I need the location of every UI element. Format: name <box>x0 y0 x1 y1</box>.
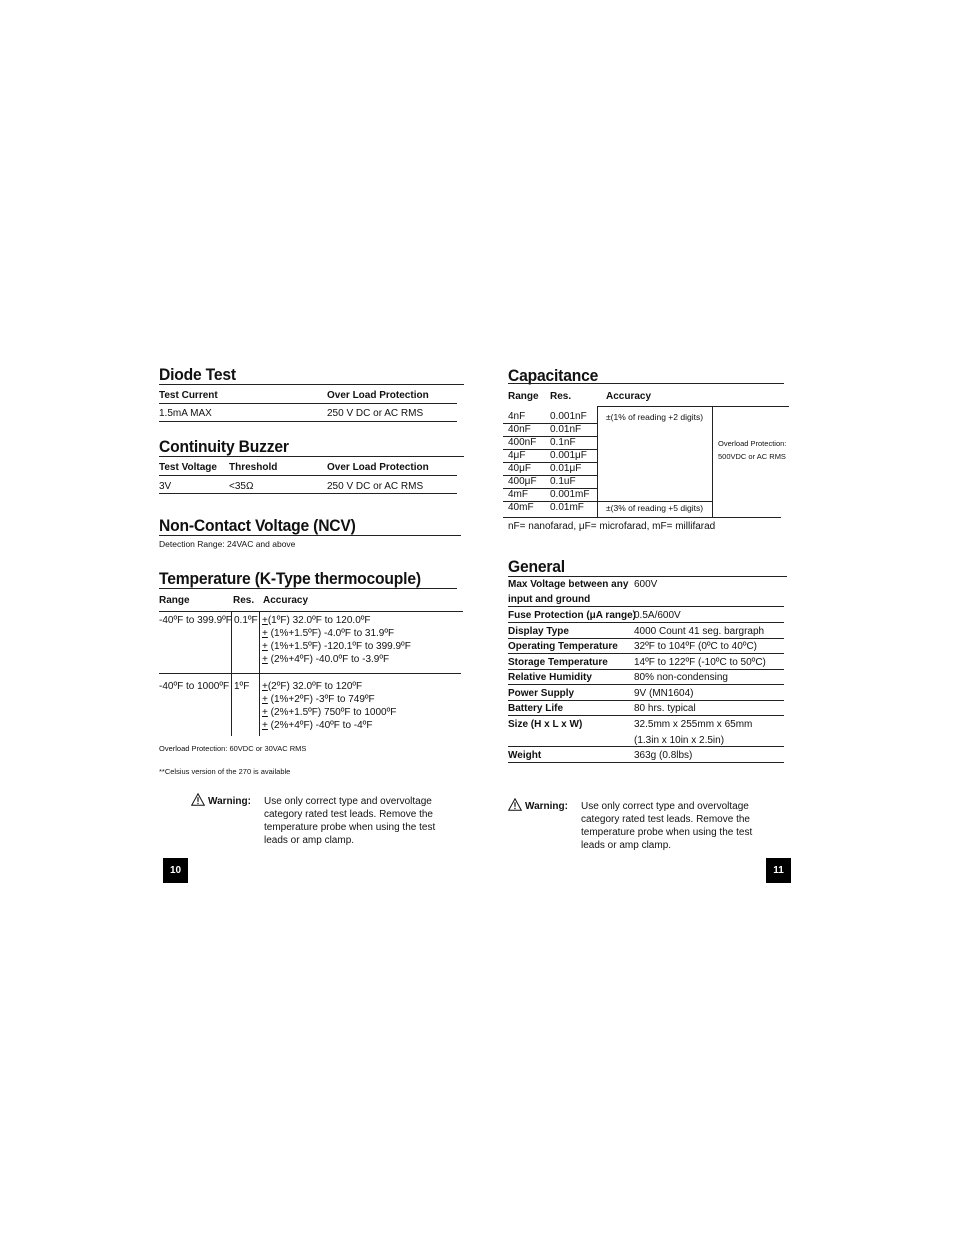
divider <box>508 746 784 747</box>
warning-icon <box>508 798 522 811</box>
capacitance-res: 0.001μF <box>550 450 587 461</box>
general-label-2: input and ground <box>508 594 591 605</box>
continuity-col-threshold: Threshold <box>229 462 278 473</box>
divider <box>159 535 461 536</box>
warning-label: Warning: <box>208 796 251 807</box>
capacitance-res: 0.001nF <box>550 411 587 422</box>
divider <box>508 638 784 639</box>
divider <box>508 606 784 607</box>
capacitance-range: 4nF <box>508 411 526 422</box>
general-label: Size (H x L x W) <box>508 719 583 730</box>
diode-col-current: Test Current <box>159 390 218 401</box>
temperature-col-range: Range <box>159 595 190 606</box>
capacitance-protection-2: 500VDC or AC RMS <box>718 452 786 461</box>
divider <box>159 673 461 674</box>
capacitance-res: 0.01nF <box>550 424 582 435</box>
general-value: 80% non-condensing <box>634 672 728 683</box>
continuity-protection: 250 V DC or AC RMS <box>327 481 424 492</box>
divider <box>597 406 789 407</box>
temperature-accuracy-line: + (2%+4ºF) -40.0ºF to -3.9ºF <box>262 654 390 665</box>
capacitance-range: 40nF <box>508 424 531 435</box>
capacitance-accuracy-bottom: ±(3% of reading +5 digits) <box>606 503 704 513</box>
capacitance-res: 0.01μF <box>550 463 582 474</box>
temperature-celsius-note: **Celsius version of the 270 is available <box>159 767 291 776</box>
capacitance-range: 400μF <box>508 476 537 487</box>
temperature-col-accuracy: Accuracy <box>263 595 309 606</box>
diode-protection: 250 V DC or AC RMS <box>327 408 424 419</box>
capacitance-res: 0.001mF <box>550 489 590 500</box>
continuity-voltage: 3V <box>159 481 172 492</box>
capacitance-col-accuracy: Accuracy <box>606 391 652 402</box>
general-value: 32ºF to 104ºF (0ºC to 40ºC) <box>634 641 757 652</box>
general-value: 4000 Count 41 seg. bargraph <box>634 626 765 637</box>
capacitance-col-range: Range <box>508 391 539 402</box>
temperature-res: 0.1ºF <box>234 615 258 626</box>
warning-icon <box>191 793 205 806</box>
general-value: 14ºF to 122ºF (-10ºC to 50ºC) <box>634 657 766 668</box>
temperature-accuracy-line: +(2ºF) 32.0ºF to 120ºF <box>262 681 363 692</box>
temperature-accuracy-line: +(1ºF) 32.0ºF to 120.0ºF <box>262 615 371 626</box>
page-number: 10 <box>163 858 188 883</box>
general-title: General <box>508 557 565 576</box>
divider <box>508 383 784 384</box>
divider <box>508 653 784 654</box>
temperature-accuracy-line: + (1%+1.5ºF) -4.0ºF to 31.9ºF <box>262 628 395 639</box>
continuity-col-protection: Over Load Protection <box>327 462 429 473</box>
capacitance-col-res: Res. <box>550 391 572 402</box>
divider <box>508 669 784 670</box>
divider <box>159 384 464 385</box>
continuity-title: Continuity Buzzer <box>159 437 289 456</box>
divider <box>508 715 784 716</box>
column-divider <box>231 612 232 736</box>
general-value: 600V <box>634 579 658 590</box>
capacitance-range: 4μF <box>508 450 526 461</box>
warning-text: Use only correct type and overvoltage category rated test leads. Remove the temperature probe when using the test leads or amp clamp. <box>581 801 753 851</box>
diode-col-protection: Over Load Protection <box>327 390 429 401</box>
page-number: 11 <box>766 858 791 883</box>
general-value: 32.5mm x 255mm x 65mm <box>634 719 753 730</box>
general-label: Operating Temperature <box>508 641 618 652</box>
warning-label: Warning: <box>525 801 568 812</box>
capacitance-protection-1: Overload Protection: <box>718 439 787 448</box>
divider <box>508 622 784 623</box>
general-value-2: (1.3in x 10in x 2.5in) <box>634 735 725 746</box>
ncv-title: Non-Contact Voltage (NCV) <box>159 516 356 535</box>
divider <box>508 576 787 577</box>
divider <box>508 700 784 701</box>
general-value: 80 hrs. typical <box>634 703 696 714</box>
warning-text: Use only correct type and overvoltage category rated test leads. Remove the temperature probe when using the test leads or amp clamp. <box>264 796 436 846</box>
capacitance-res: 0.1nF <box>550 437 576 448</box>
capacitance-title: Capacitance <box>508 366 599 385</box>
temperature-res: 1ºF <box>234 681 250 692</box>
general-label: Weight <box>508 750 542 761</box>
capacitance-range: 40μF <box>508 463 531 474</box>
divider <box>503 517 781 518</box>
general-value: 363g (0.8lbs) <box>634 750 693 761</box>
temperature-overload: Overload Protection: 60VDC or 30VAC RMS <box>159 744 307 753</box>
column-divider <box>259 612 260 736</box>
capacitance-res: 0.01mF <box>550 502 584 513</box>
ncv-detection: Detection Range: 24VAC and above <box>159 539 296 549</box>
column-divider <box>712 406 713 517</box>
general-label: Display Type <box>508 626 569 637</box>
capacitance-footnote: nF= nanofarad, μF= microfarad, mF= millifarad <box>508 521 716 532</box>
temperature-title: Temperature (K-Type thermocouple) <box>159 569 421 588</box>
general-label: Power Supply <box>508 688 575 699</box>
temperature-range: -40ºF to 1000ºF <box>159 681 230 692</box>
capacitance-range: 40mF <box>508 502 534 513</box>
general-label: Storage Temperature <box>508 657 608 668</box>
divider <box>503 501 712 502</box>
continuity-threshold: <35Ω <box>229 481 254 492</box>
capacitance-res: 0.1uF <box>550 476 576 487</box>
divider <box>159 475 457 476</box>
divider <box>159 421 457 422</box>
general-value: 9V (MN1604) <box>634 688 694 699</box>
temperature-accuracy-line: + (1%+2ºF) -3ºF to 749ºF <box>262 694 375 705</box>
continuity-col-voltage: Test Voltage <box>159 462 217 473</box>
temperature-col-res: Res. <box>233 595 255 606</box>
capacitance-range: 400nF <box>508 437 537 448</box>
general-label: Relative Humidity <box>508 672 592 683</box>
temperature-range: -40ºF to 399.9ºF <box>159 615 232 626</box>
diode-current: 1.5mA MAX <box>159 408 212 419</box>
capacitance-accuracy-top: ±(1% of reading +2 digits) <box>606 412 704 422</box>
divider <box>159 456 464 457</box>
divider <box>508 684 784 685</box>
general-value: 0.5A/600V <box>634 610 681 621</box>
temperature-accuracy-line: + (2%+1.5ºF) 750ºF to 1000ºF <box>262 707 397 718</box>
temperature-accuracy-line: + (2%+4ºF) -40ºF to -4ºF <box>262 720 373 731</box>
general-label: Max Voltage between any <box>508 579 629 590</box>
divider <box>159 588 457 589</box>
diode-test-title: Diode Test <box>159 365 236 384</box>
general-label: Fuse Protection (μA range) <box>508 610 636 621</box>
divider <box>159 611 463 612</box>
temperature-accuracy-line: + (1%+1.5ºF) -120.1ºF to 399.9ºF <box>262 641 411 652</box>
divider <box>508 762 784 763</box>
general-label: Battery Life <box>508 703 564 714</box>
divider <box>159 493 457 494</box>
divider <box>159 403 457 404</box>
capacitance-range: 4mF <box>508 489 528 500</box>
